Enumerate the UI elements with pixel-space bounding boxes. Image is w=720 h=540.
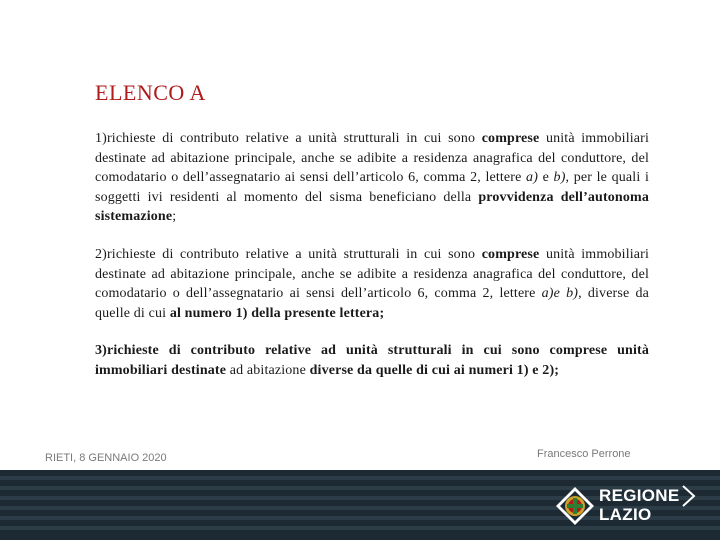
chevron-right-icon [681, 484, 697, 508]
footer-bar [0, 470, 720, 540]
footer-author: Francesco Perrone [537, 448, 631, 460]
regione-lazio-logo [555, 484, 695, 530]
logo-text: REGIONE LAZIO [599, 486, 680, 524]
footer-date: RIETI, 8 GENNAIO 2020 [45, 452, 167, 464]
slide-title: ELENCO A [95, 80, 206, 105]
regione-lazio-emblem-icon [555, 486, 595, 526]
list-item-1: 1)richieste di contributo relative a unità strutturali in cui sono comprese unità immobiliari destinate ad abitazione principale, anche se adibite a residenza anagrafica del conduttore, del comodatario o dell’assegnatario ai sensi dell’articolo 6, comma 2, lettere a) e b), per le quali i soggetti ivi residenti al momento del sisma beneficiano della provvidenza dell’autonoma sistemazione; [95, 131, 649, 224]
list-item-2: 2)richieste di contributo relative a unità strutturali in cui sono comprese unità immobiliari destinate ad abitazione principale, anche se adibite a residenza anagrafica del conduttore, del comodatario o dell’assegnatario ai sensi dell’articolo 6, comma 2, lettere a)e b), diverse da quelle di cui al numero 1) della presente lettera; [95, 247, 649, 321]
list-item-3: 3)richieste di contributo relative ad unità strutturali in cui sono comprese unità immobiliari destinate ad abitazione diverse da quelle di cui ai numeri 1) e 2); [95, 343, 649, 378]
footer-stripe [0, 476, 720, 480]
